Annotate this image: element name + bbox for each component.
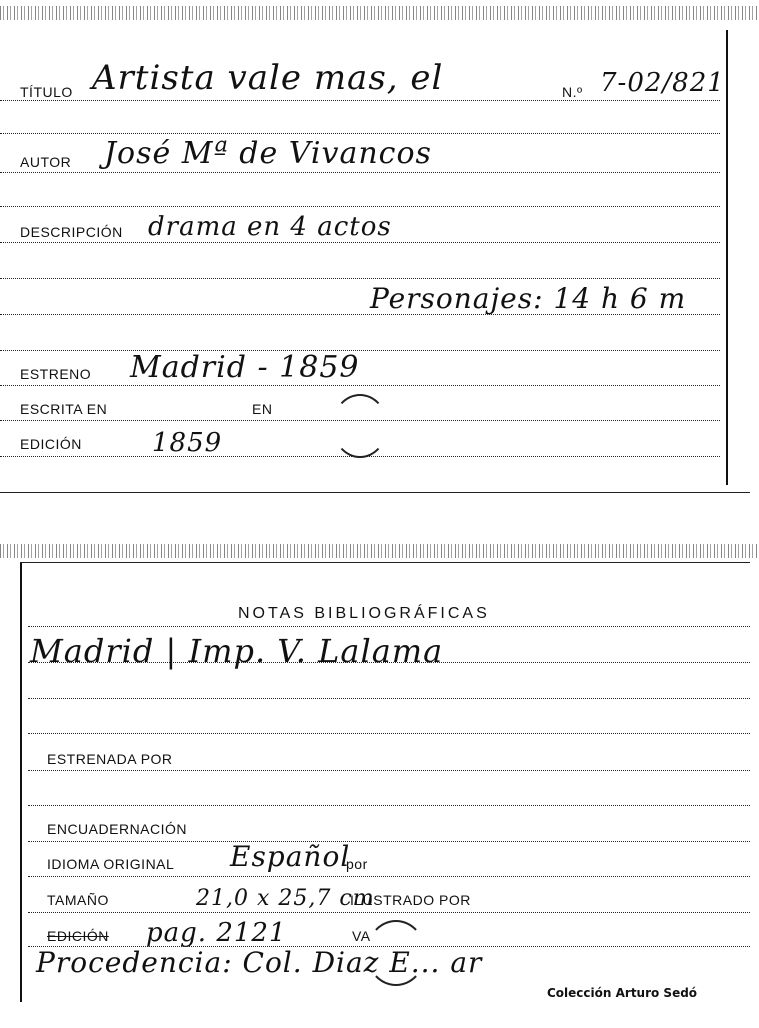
collection-credit: Colección Arturo Sedó (547, 986, 698, 1000)
row-line (0, 133, 720, 134)
edicion2-label: EDICIÓN (47, 928, 109, 944)
row-line (28, 805, 750, 806)
edicion2-value: pag. 2121 (146, 918, 287, 948)
notas-heading: NOTAS BIBLIOGRÁFICAS (238, 605, 490, 622)
row-line (0, 278, 720, 279)
scan-noise-top (0, 6, 759, 20)
notas-value: Madrid | Imp. V. Lalama (30, 632, 444, 670)
row-line (28, 876, 750, 877)
stamp-circle (366, 920, 426, 986)
row-line (28, 662, 750, 663)
row-line (28, 698, 750, 699)
row-line (28, 770, 750, 771)
autor-label: AUTOR (20, 154, 72, 170)
edicion-value: 1859 (152, 428, 223, 458)
escrita-en-label: ESCRITA EN (20, 401, 108, 417)
por-label: por (346, 856, 368, 872)
row-line (0, 350, 720, 351)
personajes-value: Personajes: 14 h 6 m (370, 282, 687, 315)
row-line (0, 206, 720, 207)
titulo-label: TÍTULO (20, 84, 73, 100)
row-line (0, 242, 720, 243)
row-line (0, 385, 720, 386)
estreno-value: Madrid - 1859 (130, 350, 360, 385)
row-line (0, 172, 720, 173)
numero-value: 7-02/821 (600, 68, 725, 98)
descripcion-value: drama en 4 actos (148, 212, 392, 242)
card-divider (0, 492, 750, 493)
idioma-label: IDIOMA ORIGINAL (47, 856, 175, 872)
idioma-value: Español (230, 840, 351, 873)
encuadernacion-label: ENCUADERNACIÓN (47, 821, 188, 837)
estrenada-label: ESTRENADA POR (47, 751, 173, 767)
stamp-circle (332, 394, 388, 458)
card2-top-border (20, 562, 750, 563)
descripcion-label: DESCRIPCIÓN (20, 224, 123, 240)
va-label: VA (352, 928, 371, 944)
en-label: EN (252, 401, 273, 417)
row-line (28, 626, 750, 627)
estreno-label: ESTRENO (20, 366, 92, 382)
edicion-label: EDICIÓN (20, 436, 82, 452)
card2-left-border (20, 562, 22, 1002)
card1-right-border (726, 30, 728, 485)
row-line (28, 841, 750, 842)
autor-value: José Mª de Vivancos (104, 136, 432, 171)
numero-label: N.º (562, 84, 583, 100)
tamano-value: 21,0 x 25,7 cm (196, 886, 375, 911)
ilustrado-label: ILUSTRADO POR (350, 892, 471, 908)
titulo-value: Artista vale mas, el (92, 58, 444, 98)
procedencia-value: Procedencia: Col. Diaz E... ar (36, 946, 483, 979)
row-line (28, 912, 750, 913)
row-line (0, 314, 720, 315)
scan-noise-top (0, 544, 759, 558)
tamano-label: TAMAÑO (47, 892, 109, 908)
row-line (28, 733, 750, 734)
row-line (0, 100, 720, 101)
